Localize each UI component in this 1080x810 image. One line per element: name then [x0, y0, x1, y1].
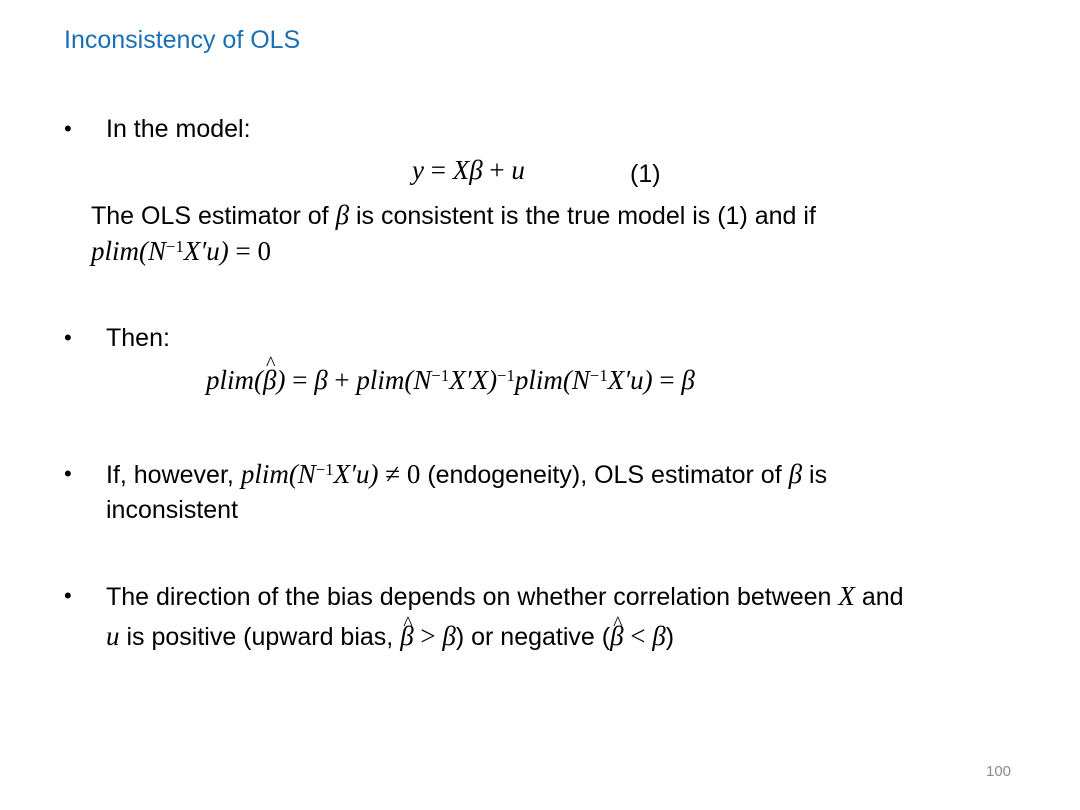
x-symbol: X	[838, 581, 855, 611]
beta-symbol: β	[788, 459, 803, 489]
bullet-1-text-line1	[91, 196, 816, 235]
slide-title: Inconsistency of OLS	[64, 26, 301, 54]
bullet-3-line2: inconsistent	[106, 496, 239, 524]
b4-line1-suffix: and	[861, 583, 904, 611]
equation-model: y = Xβ + u	[412, 155, 525, 185]
b3-prefix: If, however,	[106, 461, 234, 489]
b4-line2-a: is positive (upward bias,	[126, 623, 394, 651]
b1-text-end: is consistent is the true model is (1) and if	[355, 202, 816, 230]
b3-suffix: is	[809, 461, 828, 489]
b4-line2-c: )	[665, 623, 675, 651]
bullet-dot-4: •	[64, 583, 72, 608]
page-number: 100	[986, 763, 1012, 780]
beta-symbol: β	[335, 200, 350, 230]
b4-line2-b: ) or negative (	[455, 623, 611, 651]
equation-number: (1)	[630, 160, 661, 188]
bullet-dot-1: •	[64, 116, 72, 141]
bullet-1-condition: $plim(N^{-1}X'u) = 0$	[91, 236, 271, 266]
b4-downward-condition: ^ β < β	[610, 621, 666, 651]
bullet-4-line1	[106, 577, 904, 616]
u-symbol: u	[106, 621, 120, 651]
bullet-dot-2: •	[64, 325, 72, 350]
bullet-3-line1	[106, 455, 827, 494]
bullet-2-label: Then:	[106, 324, 170, 352]
bullet-dot-3: •	[64, 461, 72, 486]
b4-line1-prefix: The direction of the bias depends on whether correlation between	[106, 583, 832, 611]
bullet-4-line2	[106, 617, 674, 656]
equation-plim: plim(^ $\beta) = \beta + plim(N^{-1}X'X)^{-1}plim(N^{-1}X'u) = \beta$	[206, 365, 695, 396]
bullet-1-label: In the model:	[106, 115, 251, 143]
b3-middle: (endogeneity), OLS estimator of	[427, 461, 782, 489]
b4-upward-condition: ^ β > β	[400, 621, 456, 651]
b3-condition: $plim(N^{-1}X'u) \ne 0$	[240, 459, 421, 489]
b1-text-start: The OLS estimator of	[91, 202, 329, 230]
